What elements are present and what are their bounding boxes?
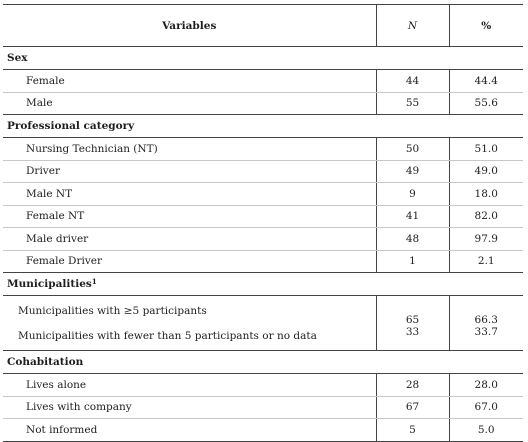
table-row xyxy=(3,160,523,183)
row-label: Municipalities with fewer than 5 participants or no data xyxy=(18,329,317,342)
row-percent: 66.3 xyxy=(474,314,498,326)
row-label: Male xyxy=(3,92,376,115)
section-title: Municipalities xyxy=(7,278,92,290)
row-n: 67 xyxy=(376,396,449,419)
row-n: 55 xyxy=(376,92,449,115)
row-n: 48 xyxy=(376,228,449,251)
demographics-table xyxy=(3,4,523,442)
row-label: Not informed xyxy=(3,419,376,442)
row-label: Municipalities with ≥5 participants xyxy=(18,304,207,317)
row-percent-group xyxy=(449,296,523,351)
table-row xyxy=(3,92,523,115)
footnote-marker: 1 xyxy=(91,277,97,286)
row-percent: 55.6 xyxy=(449,92,523,115)
row-label: Female xyxy=(3,70,376,93)
row-percent: 18.0 xyxy=(449,183,523,206)
row-n: 9 xyxy=(376,183,449,206)
row-n: 41 xyxy=(376,205,449,228)
row-percent: 51.0 xyxy=(449,138,523,161)
section-title: Cohabitation xyxy=(3,351,523,374)
section-title: Sex xyxy=(3,47,523,70)
row-percent: 44.4 xyxy=(449,70,523,93)
row-label: Female Driver xyxy=(3,250,376,273)
section-sex xyxy=(3,47,523,70)
row-label: Nursing Technician (NT) xyxy=(3,138,376,161)
header-n: N xyxy=(376,5,449,47)
row-percent: 67.0 xyxy=(449,396,523,419)
row-percent: 49.0 xyxy=(449,160,523,183)
section-professional-category xyxy=(3,115,523,138)
row-percent: 97.9 xyxy=(449,228,523,251)
table-row xyxy=(3,138,523,161)
row-n: 28 xyxy=(376,374,449,397)
row-n: 1 xyxy=(376,250,449,273)
table-row-group xyxy=(3,296,523,351)
table-header-row xyxy=(3,5,523,47)
row-percent: 2.1 xyxy=(449,250,523,273)
row-label: Lives alone xyxy=(3,374,376,397)
row-label: Lives with company xyxy=(3,396,376,419)
row-label: Male NT xyxy=(3,183,376,206)
section-municipalities xyxy=(3,273,523,296)
row-n: 33 xyxy=(405,326,420,338)
header-variables: Variables xyxy=(3,5,376,47)
section-cohabitation xyxy=(3,351,523,374)
row-n-group xyxy=(376,296,449,351)
section-title: Professional category xyxy=(3,115,523,138)
table-row xyxy=(3,183,523,206)
row-label-group xyxy=(3,296,376,351)
row-label: Driver xyxy=(3,160,376,183)
row-percent: 82.0 xyxy=(449,205,523,228)
table-row xyxy=(3,419,523,442)
row-percent: 28.0 xyxy=(449,374,523,397)
table-row xyxy=(3,374,523,397)
row-n: 44 xyxy=(376,70,449,93)
table-row xyxy=(3,250,523,273)
section-title-cell xyxy=(3,273,523,296)
table-row xyxy=(3,228,523,251)
row-percent: 5.0 xyxy=(449,419,523,442)
row-n: 50 xyxy=(376,138,449,161)
table-row xyxy=(3,205,523,228)
table-row xyxy=(3,396,523,419)
row-label: Female NT xyxy=(3,205,376,228)
header-percent: % xyxy=(449,5,523,47)
row-n: 5 xyxy=(376,419,449,442)
row-label: Male driver xyxy=(3,228,376,251)
table-row xyxy=(3,70,523,93)
row-percent: 33.7 xyxy=(474,326,498,338)
row-n: 65 xyxy=(405,314,420,326)
row-n: 49 xyxy=(376,160,449,183)
